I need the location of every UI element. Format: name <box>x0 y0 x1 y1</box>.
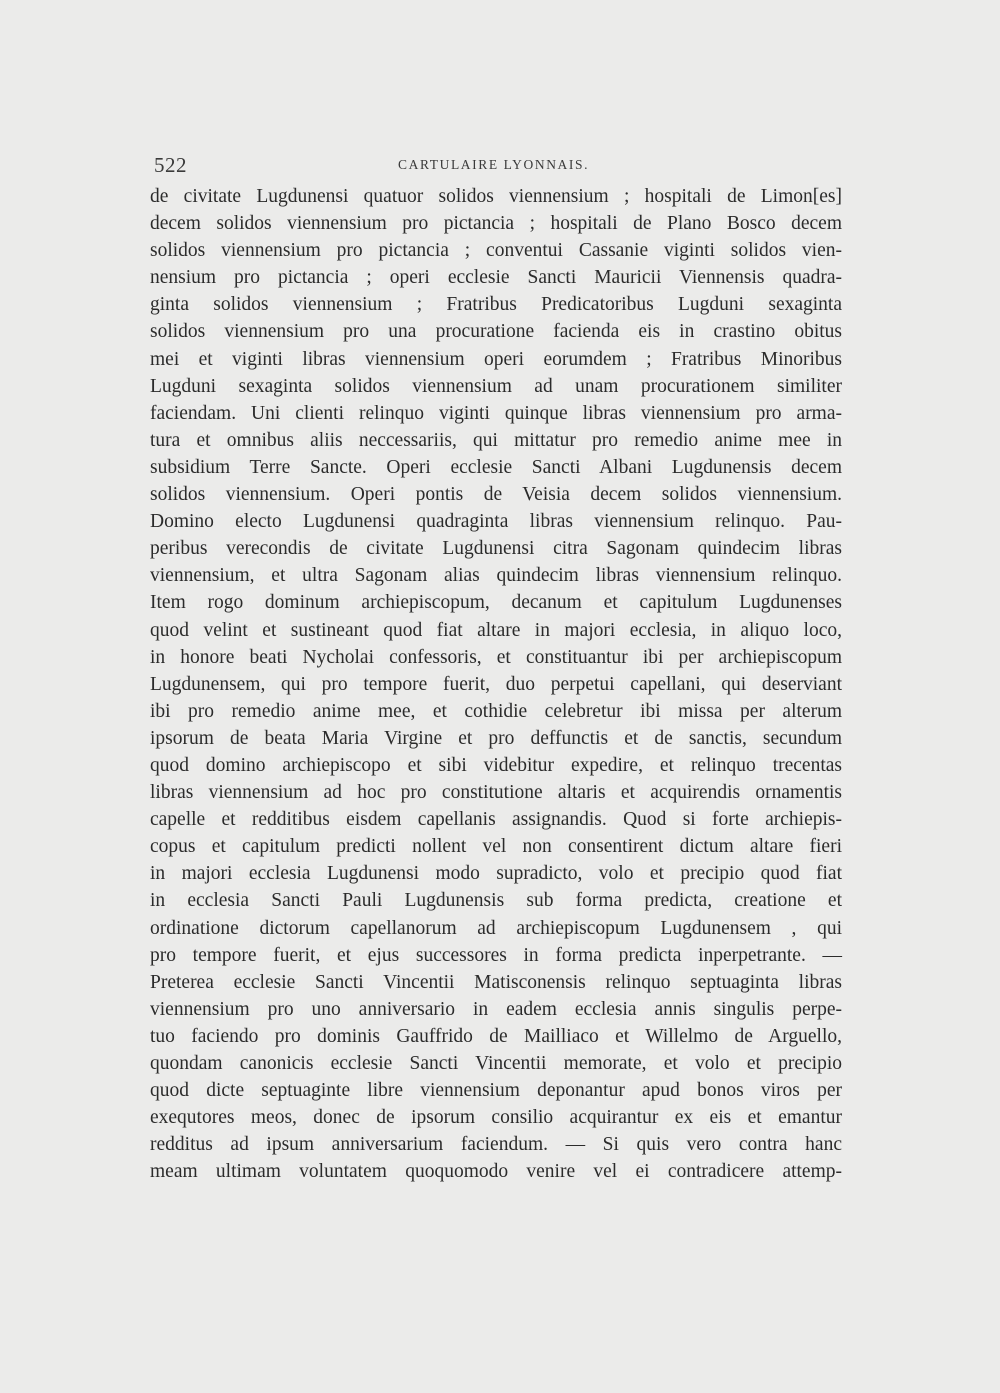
text-line: quondam canonicis ecclesie Sancti Vincentii memorate, et volo et precipio <box>150 1053 842 1074</box>
text-line: Domino electo Lugdunensi quadraginta libras viennensium relinquo. Pau- <box>150 511 842 533</box>
text-line: subsidium Terre Sancte. Operi ecclesie Sancti Albani Lugdunensis decem <box>150 456 842 478</box>
text-line: meam ultimam voluntatem quoquomodo venire vel ei contradicere attemp- <box>150 1161 842 1183</box>
text-line: ibi pro remedio anime mee, et cothidie celebretur ibi missa per alterum <box>150 700 842 722</box>
text-line: nensium pro pictancia ; operi ecclesie Sancti Mauricii Viennensis quadra- <box>150 267 842 289</box>
text-line: exequtores meos, donec de ipsorum consilio acquirantur ex eis et emantur <box>150 1107 842 1129</box>
text-line: viennensium pro uno anniversario in eadem ecclesia annis singulis perpe- <box>150 998 842 1020</box>
text-line: mei et viginti libras viennensium operi eorumdem ; Fratribus Minoribus <box>150 348 842 370</box>
text-line: quod domino archiepiscopo et sibi videbitur expedire, et relinquo trecentas <box>150 754 842 776</box>
page-number: 522 <box>154 153 187 177</box>
text-line: redditus ad ipsum anniversarium faciendum. — Si quis vero contra hanc <box>150 1134 842 1156</box>
text-line: capelle et redditibus eisdem capellanis assignandis. Quod si forte archiepis- <box>150 809 842 831</box>
text-line: ipsorum de beata Maria Virgine et pro deffunctis et de sanctis, secundum <box>150 727 842 749</box>
text-line: quod velint et sustineant quod fiat altare in majori ecclesia, in aliquo loco, <box>150 619 842 641</box>
text-line: pro tempore fuerit, et ejus successores in forma predicta inperpetrante. — <box>150 944 842 966</box>
text-line: solidos viennensium pro pictancia ; conventui Cassanie viginti solidos vien- <box>150 240 842 262</box>
text-line: tura et omnibus aliis neccessariis, qui mittatur pro remedio anime mee in <box>150 429 842 451</box>
running-title: CARTULAIRE LYONNAIS. <box>398 157 590 172</box>
text-line: Item rogo dominum archiepiscopum, decanum et capitulum Lugdunenses <box>150 592 842 614</box>
text-line: peribus verecondis de civitate Lugdunensi citra Sagonam quindecim libras <box>150 538 842 560</box>
text-line: libras viennensium ad hoc pro constitutione altaris et acquirendis ornamentis <box>150 782 842 804</box>
text-line: quod dicte septuaginte libre viennensium deponantur apud bonos viros per <box>150 1080 842 1102</box>
body-text <box>150 183 842 1185</box>
text-line: ordinatione dictorum capellanorum ad archiepiscopum Lugdunensem , qui <box>150 917 842 939</box>
text-line: solidos viennensium pro una procuratione facienda eis in crastino obitus <box>150 321 842 343</box>
text-line: Preterea ecclesie Sancti Vincentii Matisconensis relinquo septuaginta libras <box>150 971 842 993</box>
text-line: in honore beati Nycholai confessoris, et constituantur ibi per archiepiscopum <box>150 646 842 668</box>
text-line: in majori ecclesia Lugdunensi modo supradicto, volo et precipio quod fiat <box>150 863 842 885</box>
text-line: in ecclesia Sancti Pauli Lugdunensis sub forma predicta, creatione et <box>150 890 842 912</box>
text-line: Lugduni sexaginta solidos viennensium ad unam procurationem similiter <box>150 375 842 397</box>
text-line: solidos viennensium. Operi pontis de Veisia decem solidos viennensium. <box>150 484 842 506</box>
text-line: de civitate Lugdunensi quatuor solidos viennensium ; hospitali de Limon[es] <box>150 186 842 207</box>
text-line: ginta solidos viennensium ; Fratribus Predicatoribus Lugduni sexaginta <box>150 294 842 316</box>
text-line: tuo faciendo pro dominis Gauffrido de Mailliaco et Willelmo de Arguello, <box>150 1025 842 1047</box>
text-line: copus et capitulum predicti nollent vel non consentirent dictum altare fieri <box>150 836 842 858</box>
text-line: faciendam. Uni clienti relinquo viginti quinque libras viennensium pro arma- <box>150 402 842 424</box>
text-line: viennensium, et ultra Sagonam alias quindecim libras viennensium relinquo. <box>150 565 842 587</box>
text-line: Lugdunensem, qui pro tempore fuerit, duo perpetui capellani, qui deserviant <box>150 673 842 695</box>
text-line: decem solidos viennensium pro pictancia ; hospitali de Plano Bosco decem <box>150 213 842 235</box>
